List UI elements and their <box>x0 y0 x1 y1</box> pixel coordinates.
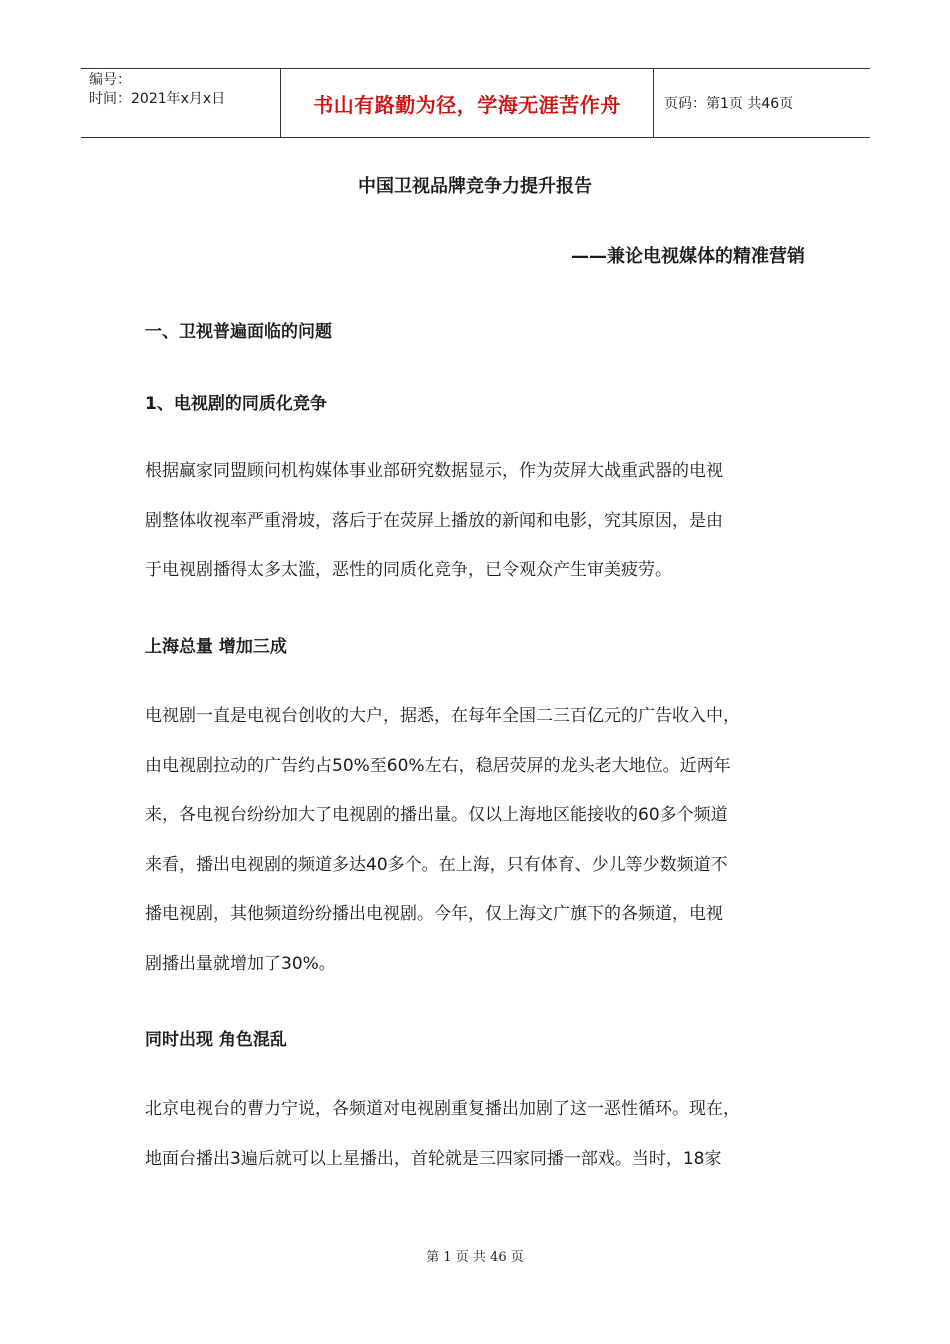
paragraph-line: 于电视剧播得太多太滥，恶性的同质化竞争，已令观众产生审美疲劳。 <box>145 560 672 580</box>
number-label: 编号： <box>89 72 131 88</box>
paragraph-line: 地面台播出3遍后就可以上星播出，首轮就是三四家同播一部戏。当时，18家 <box>145 1148 722 1169</box>
paragraph-line: 由电视剧拉动的广告约占50%至60%左右，稳居荧屏的龙头老大地位。近两年 <box>145 755 731 776</box>
subheading-simultaneous: 同时出现 角色混乱 <box>145 1030 287 1050</box>
paragraph-line: 电视剧一直是电视台创收的大户，据悉，在每年全国二三百亿元的广告收入中， <box>145 706 740 726</box>
page-info: 页码：第1页 共46页 <box>664 96 794 112</box>
paragraph-line: 来，各电视台纷纷加大了电视剧的播出量。仅以上海地区能接收的60多个频道 <box>145 805 728 825</box>
page-footer: 第 1 页 共 46 页 <box>426 1250 524 1265</box>
header-page-cell <box>654 69 870 137</box>
paragraph-line: 剧整体收视率严重滑坡，落后于在荧屏上播放的新闻和电影，究其原因，是由 <box>145 510 723 531</box>
paragraph-3 <box>145 1085 810 1184</box>
subsection-heading: 1、电视剧的同质化竞争 <box>145 394 327 414</box>
section-heading: 一、卫视普遍面临的问题 <box>145 322 332 342</box>
document-title: 中国卫视品牌竞争力提升报告 <box>358 176 592 197</box>
paragraph-line: 来看，播出电视剧的频道多达40多个。在上海，只有体育、少儿等少数频道不 <box>145 854 728 875</box>
header-left-cell <box>81 69 281 137</box>
paragraph-line: 剧播出量就增加了30%。 <box>145 953 336 974</box>
paragraph-line: 根据赢家同盟顾问机构媒体事业部研究数据显示，作为荧屏大战重武器的电视 <box>145 461 723 481</box>
paragraph-line: 北京电视台的曹力宁说，各频道对电视剧重复播出加剧了这一恶性循环。现在， <box>145 1099 740 1119</box>
paragraph-1 <box>145 447 810 596</box>
time-label: 时间：2021年x月x日 <box>89 91 226 107</box>
document-subtitle: ——兼论电视媒体的精准营销 <box>571 246 805 267</box>
motto-text: 书山有路勤为径，学海无涯苦作舟 <box>313 92 621 117</box>
paragraph-2 <box>145 692 810 989</box>
header-motto-cell <box>281 69 654 137</box>
subheading-shanghai: 上海总量 增加三成 <box>145 637 287 657</box>
paragraph-line: 播电视剧，其他频道纷纷播出电视剧。今年，仅上海文广旗下的各频道，电视 <box>145 904 723 924</box>
header-table <box>81 68 870 138</box>
